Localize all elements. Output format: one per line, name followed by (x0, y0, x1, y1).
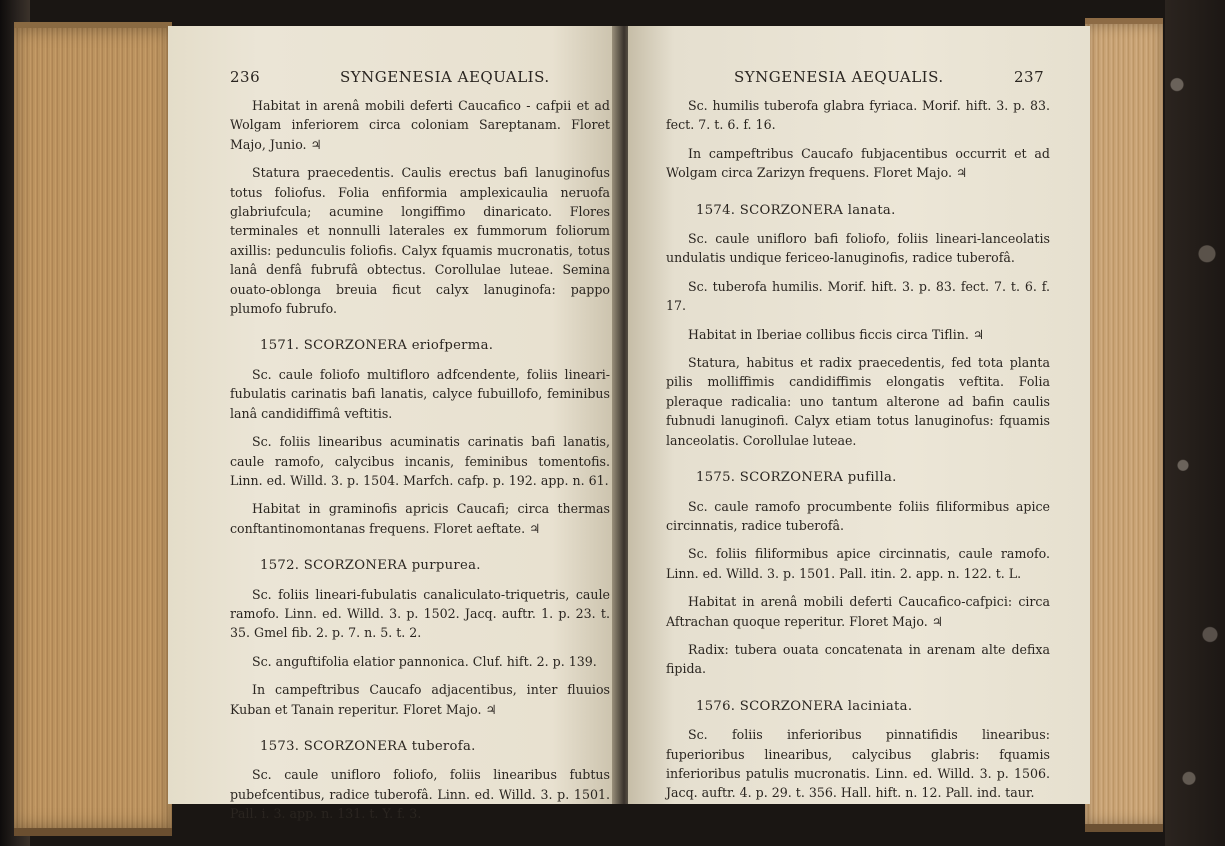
right-page-text (666, 96, 1050, 803)
book-fore-edge-right (1085, 18, 1163, 832)
right-running-head: SYNGENESIA AEQUALIS. (734, 68, 944, 86)
species-heading: 1576. SCORZONERA laciniata. (696, 698, 913, 714)
species-heading: 1574. SCORZONERA lanata. (696, 202, 896, 218)
paragraph: Sc. humilis tuberofa glabra fyriaca. Morif. hift. 3. p. 83. fect. 7. t. 6. f. 16. (666, 98, 1050, 133)
book-fore-edge-left (14, 22, 172, 836)
species-heading: 1571. SCORZONERA eriofperma. (260, 338, 494, 354)
paragraph: Sc. foliis lineari-fubulatis canaliculato-triquetris, caule ramofo. Linn. ed. Willd. 3. p. 1502. Jacq. auftr. 1. p. 23. t. 35. Gmel fib. 2. p. 7. n. 5. t. 2. (230, 586, 610, 641)
paragraph: Habitat in Iberiae collibus ficcis circa Tiflin. ♃ (688, 326, 985, 342)
paragraph: Habitat in arenâ mobili deferti Caucafico-cafpici: circa Aftrachan quoque reperitur. Floret Majo. ♃ (666, 594, 1050, 629)
background-cloth-right (1165, 0, 1225, 846)
species-heading: 1573. SCORZONERA tuberofa. (260, 738, 476, 754)
right-page-number: 237 (1014, 68, 1045, 86)
paragraph: Sc. foliis linearibus acuminatis carinatis bafi lanatis, caule ramofo, calycibus incanis, feminibus tomentofis. Linn. ed. Willd. 3. p. 1504. Marfch. cafp. p. 192. app. n. 61. (230, 434, 610, 488)
paragraph: Sc. caule unifloro bafi foliofo, foliis lineari-lanceolatis undulatis undique fericeo-lanuginofis, radice tuberofâ. (666, 231, 1050, 266)
right-page (628, 26, 1090, 804)
paragraph: Sc. tuberofa humilis. Morif. hift. 3. p. 83. fect. 7. t. 6. f. 17. (666, 278, 1050, 314)
paragraph: Habitat in graminofis apricis Caucafi; circa thermas conftantinomontanas frequens. Floret aeftate. ♃ (230, 501, 610, 536)
paragraph: Sc. foliis inferioribus pinnatifidis linearibus: fuperioribus linearibus, calycibus glabris: fquamis inferioribus patulis mucronatis. Linn. ed. Willd. 3. p. 1506. Jacq. auftr. 4. p. 29. t. 356. Hall. hift. n. 12. Pall. ind. taur. (666, 727, 1050, 801)
paragraph: Statura praecedentis. Caulis erectus bafi lanuginofus totus foliofus. Folia enfiformia amplexicaulia neruofa glabriufcula; acumine longiffimo dinaricato. Flores terminales et nonnulli laterales ex fummorum foliorum axillis: pedunculis foliofis. Calyx fquamis mucronatis, totus lanâ denfâ fubrufâ obtectus. Corollulae luteae. Semina ouato-oblonga breuia ficut calyx lanuginofa: pappo plumofo fubrufo. (230, 165, 610, 317)
paragraph: Sc. foliis filiformibus apice circinnatis, caule ramofo. Linn. ed. Willd. 3. p. 1501. Pall. itin. 2. app. n. 122. t. L. (666, 546, 1050, 581)
paragraph: Radix: tubera ouata concatenata in arenam alte defixa fipida. (666, 641, 1050, 677)
left-running-head: SYNGENESIA AEQUALIS. (340, 68, 550, 86)
paragraph: Sc. anguftifolia elatior pannonica. Cluf. hift. 2. p. 139. (252, 653, 597, 669)
paragraph: Sc. caule ramofo procumbente foliis filiformibus apice circinnatis, radice tuberofâ. (666, 498, 1050, 533)
paragraph: In campeftribus Caucafo adjacentibus, inter fluuios Kuban et Tanain reperitur. Floret Majo. ♃ (230, 682, 610, 717)
paragraph: Sc. caule foliofo multifloro adfcendente, foliis lineari-fubulatis carinatis bafi lanatis, calyce fubuillofo, feminibus lanâ candidiffimâ veftitis. (230, 366, 610, 421)
paragraph: Sc. caule unifloro foliofo, foliis linearibus fubtus pubefcentibus, radice tuberofâ. Linn. ed. Willd. 3. p. 1501. Pall. i. 3. app. n. 131. t. Y. f. 3. (230, 767, 610, 822)
left-page-text (230, 96, 610, 824)
paragraph: In campeftribus Caucafo fubjacentibus occurrit et ad Wolgam circa Zarizyn frequens. Floret Majo. ♃ (666, 145, 1050, 181)
left-page-number: 236 (230, 68, 261, 86)
left-page-header (230, 68, 620, 96)
left-page (168, 26, 620, 822)
species-heading: 1575. SCORZONERA pufilla. (696, 470, 897, 486)
paragraph: Statura, habitus et radix praecedentis, fed tota planta pilis molliffimis candidiffimis elongatis veftita. Folia pleraque radicalia: uno tantum alterone ad bafin caulis fubnudi lanuginofi. Calyx etiam totus lanuginofus: fquamis lanceolatis. Corollulae luteae. (666, 355, 1050, 448)
paragraph: Habitat in arenâ mobili deferti Caucafico - cafpii et ad Wolgam inferiorem circa coloniam Sareptanam. Floret Majo, Junio. ♃ (230, 98, 610, 152)
right-page-header (666, 68, 1090, 96)
species-heading: 1572. SCORZONERA purpurea. (260, 558, 481, 574)
